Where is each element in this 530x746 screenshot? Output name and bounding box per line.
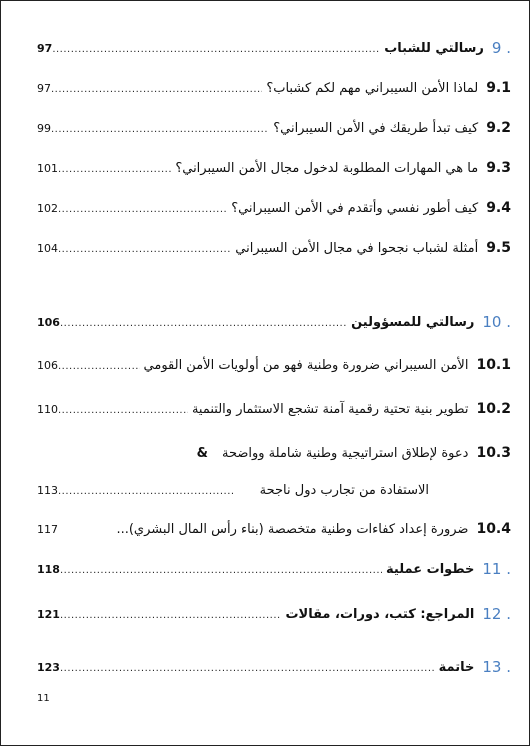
toc-number: 12 . [482, 605, 511, 623]
toc-leader-dots [52, 41, 380, 55]
toc-number: 13 . [482, 658, 511, 676]
toc-title: تطوير بنية تحتية رقمية آمنة تشجع الاستثمار والتنمية [191, 401, 469, 417]
toc-page-number: 106 [37, 315, 60, 329]
toc-page-number: 102 [37, 201, 58, 215]
toc-entry-chapter-11[interactable] [37, 558, 511, 580]
toc-entry-chapter-12[interactable] [37, 603, 511, 625]
ampersand: & [196, 445, 208, 461]
toc-page-number: 97 [37, 81, 51, 95]
toc-page-number: 118 [37, 562, 60, 576]
toc-leader-dots [60, 562, 382, 576]
toc-entry-9-1[interactable] [37, 77, 511, 99]
toc-number: 9.3 [486, 160, 511, 176]
toc-title: لماذا الأمن السيبراني مهم لكم كشباب؟ [266, 80, 479, 96]
toc-entry-9-2[interactable] [37, 117, 511, 139]
toc-number: 9.2 [486, 120, 511, 136]
toc-leader-dots [60, 607, 281, 621]
toc-page-number: 97 [37, 41, 53, 55]
toc-title: ما هي المهارات المطلوبة لدخول مجال الأمن السيبراني؟ [175, 160, 479, 176]
toc-entry-chapter-9[interactable] [37, 37, 511, 59]
toc-number: 9.1 [486, 80, 511, 96]
toc-title: خاتمة [438, 659, 475, 675]
toc-leader-dots [58, 161, 171, 175]
toc-page-number: 110 [37, 402, 58, 416]
toc-title: كيف أطور نفسي وأتقدم في الأمن السيبراني؟ [231, 200, 479, 216]
toc-entry-10-3[interactable] [37, 442, 511, 464]
toc-number: 10 . [482, 313, 511, 331]
toc-title: دعوة لإطلاق استراتيجية وطنية شاملة وواضحة [221, 445, 469, 461]
toc-leader-dots [58, 402, 188, 416]
toc-title-continuation: الاستفادة من تجارب دول ناجحة [259, 482, 429, 498]
toc-number: 11 . [482, 560, 511, 578]
toc-leader-dots [58, 358, 140, 372]
toc-page-number: 117 [37, 522, 58, 536]
toc-page-number: 123 [37, 660, 60, 674]
toc-entry-9-5[interactable] [37, 237, 511, 259]
toc-leader-dots [51, 81, 262, 95]
toc-title: خطوات عملية [386, 561, 475, 577]
toc-title: رسالتي للشباب [384, 40, 484, 56]
toc-leader-dots [51, 121, 269, 135]
toc-number: 9 . [491, 39, 511, 57]
toc-entry-chapter-10[interactable] [37, 311, 511, 333]
toc-title: رسالتي للمسؤولين [351, 314, 475, 330]
toc-entry-10-2[interactable] [37, 398, 511, 420]
toc-leader-dots [58, 483, 234, 497]
page-folio: 11 [37, 693, 50, 704]
toc-number: 10.1 [476, 357, 511, 373]
toc-number: 10.3 [476, 445, 511, 461]
toc-entry-9-3[interactable] [37, 157, 511, 179]
toc-leader-dots [60, 315, 347, 329]
toc-title: الأمن السيبراني ضرورة وطنية فهو من أولويات الأمن القومي [143, 357, 469, 373]
toc-title: المراجع: كتب، دورات، مقالات [285, 606, 475, 622]
toc-number: 9.5 [486, 240, 511, 256]
toc-page-number: 104 [37, 241, 58, 255]
toc-entry-10-4[interactable] [37, 518, 511, 540]
toc-page-number: 113 [37, 483, 58, 497]
toc-leader-dots [58, 241, 231, 255]
toc-title: أمثلة لشباب نجحوا في مجال الأمن السيبراني [235, 240, 479, 256]
toc-number: 10.4 [476, 521, 511, 537]
toc-page-number: 121 [37, 607, 60, 621]
toc-title: ضرورة إعداد كفاءات وطنية متخصصة (بناء رأس المال البشري)... [116, 521, 469, 537]
toc-title: كيف تبدأ طريقك في الأمن السيبراني؟ [273, 120, 479, 136]
toc-page-number: 101 [37, 161, 58, 175]
toc-number: 9.4 [486, 200, 511, 216]
toc-page-number: 99 [37, 121, 51, 135]
toc-leader-dots [60, 660, 435, 674]
toc-entry-10-1[interactable] [37, 354, 511, 376]
toc-entry-9-4[interactable] [37, 197, 511, 219]
toc-entry-10-3-continuation[interactable] [37, 479, 511, 501]
toc-number: 10.2 [476, 401, 511, 417]
toc-leader-dots [58, 201, 227, 215]
toc-entry-chapter-13[interactable] [37, 656, 511, 678]
toc-page-number: 106 [37, 358, 58, 372]
